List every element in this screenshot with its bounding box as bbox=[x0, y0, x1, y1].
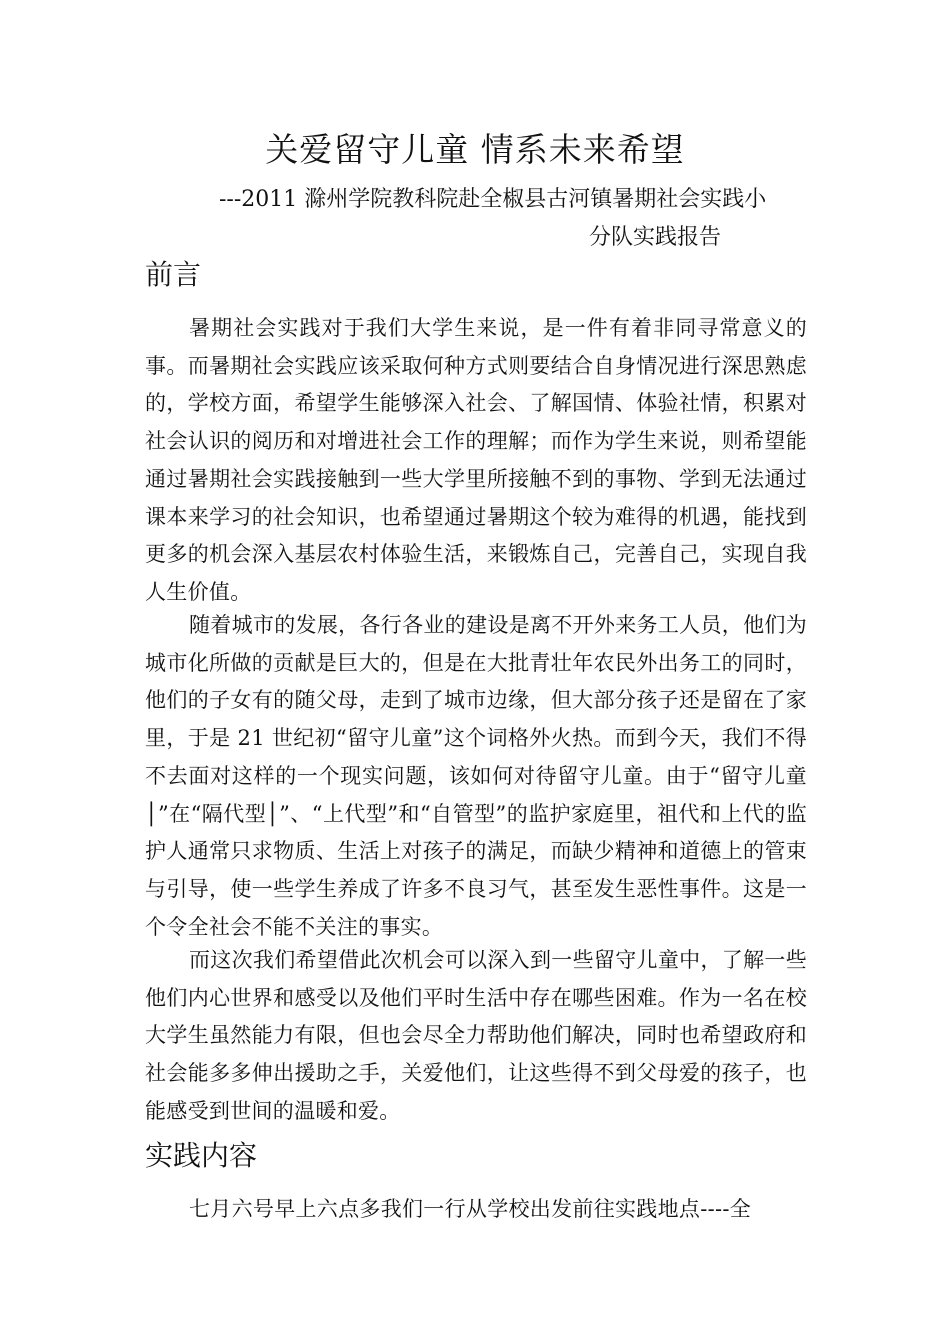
preface-paragraph-3: 而这次我们希望借此次机会可以深入到一些留守儿童中，了解一些他们内心世界和感受以及他们平时生活中存在哪些困难。作为一名在校大学生虽然能力有限，但也会尽全力帮助他们解决，同时也希望政府和社会能多多伸出援助之手，关爱他们，让这些得不到父母爱的孩子，也能感受到世间的温暖和爱。 bbox=[145, 948, 807, 1123]
document-title: 关爱留守儿童 情系未来希望 bbox=[265, 130, 685, 169]
section-heading-practice-content: 实践内容 bbox=[145, 1139, 258, 1172]
section-heading-preface: 前言 bbox=[145, 258, 202, 291]
document-subtitle-line-2: 分队实践报告 bbox=[589, 225, 722, 250]
document-subtitle-line-1: ---2011 滁州学院教科院赴全椒县古河镇暑期社会实践小 bbox=[219, 187, 767, 212]
preface-paragraph-1: 暑期社会实践对于我们大学生来说，是一件有着非同寻常意义的事。而暑期社会实践应该采取何种方式则要结合自身情况进行深思熟虑的，学校方面，希望学生能够深入社会、了解国情、体验社情，积累对社会认识的阅历和对增进社会工作的理解；而作为学生来说，则希望能通过暑期社会实践接触到一些大学里所接触不到的事物、学到无法通过课本来学习的社会知识，也希望通过暑期这个较为难得的机遇，能找到更多的机会深入基层农村体验生活，来锻炼自己，完善自己，实现自我人生价值。 bbox=[145, 316, 807, 604]
practice-content-paragraph-1: 七月六号早上六点多我们一行从学校出发前往实践地点----全 bbox=[189, 1197, 752, 1221]
preface-paragraph-2: 随着城市的发展，各行各业的建设是离不开外来务工人员，他们为城市化所做的贡献是巨大的，但是在大批青壮年农民外出务工的同时，他们的子女有的随父母，走到了城市边缘，但大部分孩子还是留在了家里，于是 21 世纪初“留守儿童”这个词格外火热。而到今天，我们不得不去面对这样的一个现实问题，该如何对待留守儿童。由于“留守儿童│”在“隔代型│”、“上代型”和“自管型”的监护家庭里，祖代和上代的监护人通常只求物质、生活上对孩子的满足，而缺少精神和道德上的管束与引导，使一些学生养成了许多不良习气，甚至发生恶性事件。这是一个令全社会不能不关注的事实。 bbox=[145, 613, 807, 939]
